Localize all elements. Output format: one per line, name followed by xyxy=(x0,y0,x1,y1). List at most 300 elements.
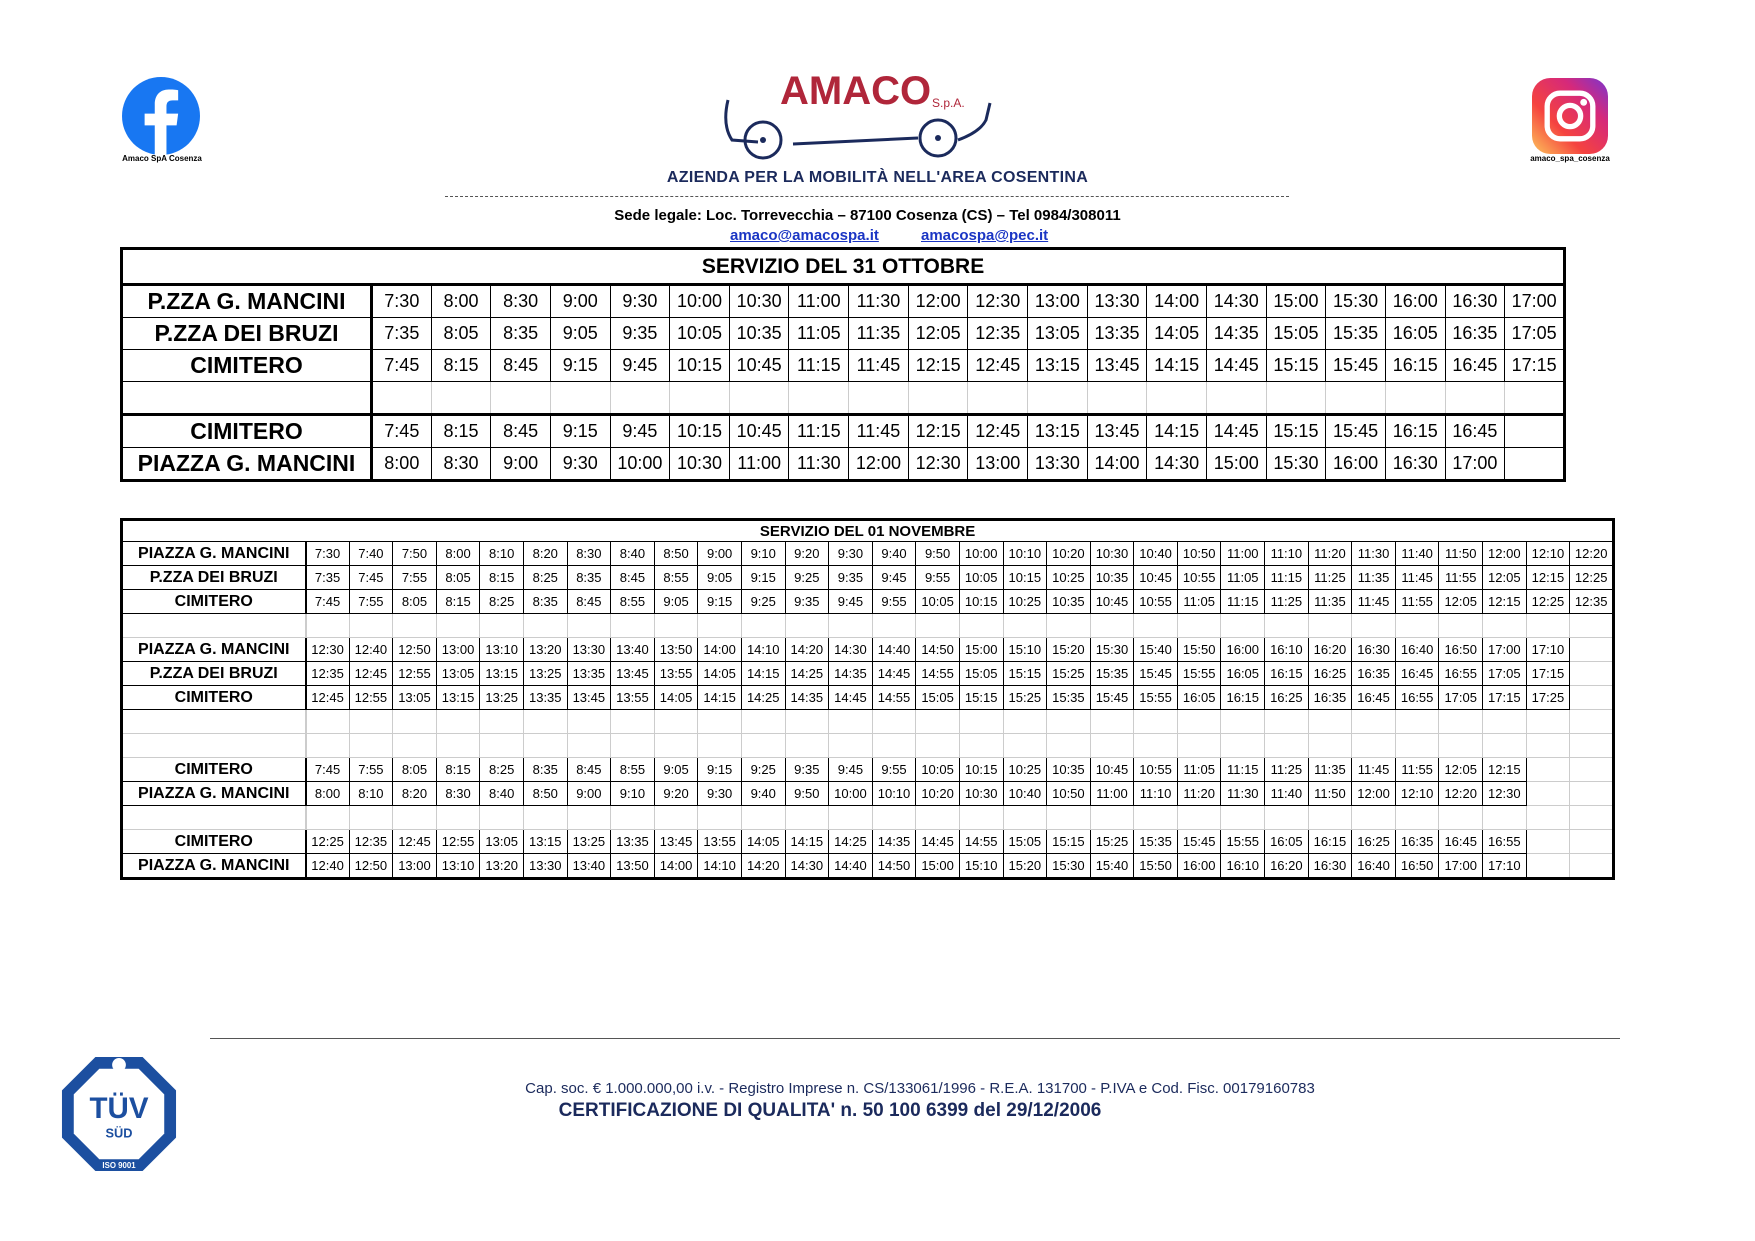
facebook-icon[interactable] xyxy=(122,77,200,155)
departure-time: 10:30 xyxy=(959,782,1003,806)
departure-time: 12:15 xyxy=(1483,758,1527,782)
empty-cell xyxy=(436,806,480,830)
departure-time: 13:55 xyxy=(654,662,698,686)
empty-cell xyxy=(654,710,698,734)
departure-time: 15:35 xyxy=(1047,686,1091,710)
departure-time: 8:55 xyxy=(611,590,655,614)
departure-time: 13:20 xyxy=(523,638,567,662)
instagram-icon[interactable] xyxy=(1532,78,1608,154)
departure-time: 9:20 xyxy=(654,782,698,806)
departure-time: 13:55 xyxy=(698,830,742,854)
departure-time: 17:15 xyxy=(1483,686,1527,710)
stop-name: P.ZZA DEI BRUZI xyxy=(122,566,306,590)
departure-time: 7:45 xyxy=(349,566,393,590)
departure-time: 12:30 xyxy=(1483,782,1527,806)
departure-time: 16:25 xyxy=(1308,662,1352,686)
departure-time: 13:00 xyxy=(393,854,437,879)
departure-time: 14:15 xyxy=(698,686,742,710)
empty-cell xyxy=(1003,806,1047,830)
empty-cell xyxy=(1526,806,1570,830)
departure-time: 11:25 xyxy=(1265,590,1309,614)
departure-time: 15:40 xyxy=(1134,638,1178,662)
departure-time: 15:45 xyxy=(1090,686,1134,710)
departure-time: 16:50 xyxy=(1395,854,1439,879)
departure-time: 12:45 xyxy=(306,686,350,710)
departure-time: 15:25 xyxy=(1047,662,1091,686)
empty-cell xyxy=(872,734,916,758)
departure-time: 16:30 xyxy=(1308,854,1352,879)
departure-time: 8:45 xyxy=(491,415,551,448)
empty-cell xyxy=(1483,806,1527,830)
departure-time: 14:30 xyxy=(829,638,873,662)
company-registration-info: Cap. soc. € 1.000.000,00 i.v. - Registro Imprese n. CS/133061/1996 - R.E.A. 131700 - P.IVA e Cod. Fisc. 00179160783 xyxy=(525,1080,1315,1097)
departure-time: 15:35 xyxy=(1134,830,1178,854)
empty-cell xyxy=(1308,806,1352,830)
departure-time: 11:45 xyxy=(1352,758,1396,782)
empty-cell xyxy=(523,734,567,758)
departure-time: 11:40 xyxy=(1265,782,1309,806)
empty-cell xyxy=(567,806,611,830)
empty-cell xyxy=(741,614,785,638)
timetable-01-november xyxy=(120,518,1615,880)
departure-time: 16:15 xyxy=(1385,350,1445,382)
departure-time: 7:45 xyxy=(306,758,350,782)
empty-cell xyxy=(829,734,873,758)
departure-time: 8:00 xyxy=(372,448,432,481)
departure-time: 10:50 xyxy=(1177,542,1221,566)
departure-time: 14:00 xyxy=(1147,285,1207,318)
departure-time: 11:30 xyxy=(849,285,909,318)
departure-time: 12:25 xyxy=(1526,590,1570,614)
spacer-row xyxy=(122,710,1614,734)
empty-cell xyxy=(1570,806,1614,830)
empty-cell xyxy=(1003,614,1047,638)
departure-time: 8:35 xyxy=(523,590,567,614)
empty-cell xyxy=(1177,614,1221,638)
departure-time: 7:55 xyxy=(349,758,393,782)
stop-name: PIAZZA G. MANCINI xyxy=(122,638,306,662)
departure-time: 17:00 xyxy=(1439,854,1483,879)
departure-time: 11:05 xyxy=(1221,566,1265,590)
empty-cell xyxy=(611,734,655,758)
departure-time: 14:55 xyxy=(916,662,960,686)
departure-time: 9:35 xyxy=(610,318,670,350)
departure-time: 14:25 xyxy=(741,686,785,710)
stop-row xyxy=(122,542,1614,566)
departure-time: 8:35 xyxy=(523,758,567,782)
departure-time: 12:50 xyxy=(349,854,393,879)
registered-office: Sede legale: Loc. Torrevecchia – 87100 Cosenza (CS) – Tel 0984/308011 xyxy=(614,207,1121,224)
stop-row xyxy=(122,415,1565,448)
departure-time: 16:30 xyxy=(1352,638,1396,662)
departure-time: 13:50 xyxy=(654,638,698,662)
departure-time: 14:05 xyxy=(1147,318,1207,350)
departure-time: 12:05 xyxy=(908,318,968,350)
empty-cell xyxy=(1090,710,1134,734)
departure-time: 16:25 xyxy=(1265,686,1309,710)
empty-cell xyxy=(1505,448,1565,481)
empty-cell xyxy=(491,382,551,415)
empty-cell xyxy=(741,710,785,734)
empty-cell xyxy=(1177,710,1221,734)
departure-time: 15:15 xyxy=(1047,830,1091,854)
departure-time: 15:05 xyxy=(959,662,1003,686)
stop-row xyxy=(122,448,1565,481)
empty-cell xyxy=(1134,710,1178,734)
footer-divider xyxy=(210,1038,1620,1039)
departure-time: 11:05 xyxy=(789,318,849,350)
empty-cell xyxy=(872,806,916,830)
departure-time: 14:35 xyxy=(829,662,873,686)
empty-cell xyxy=(1439,734,1483,758)
departure-time: 17:10 xyxy=(1526,638,1570,662)
departure-time: 14:05 xyxy=(698,662,742,686)
departure-time: 13:45 xyxy=(611,662,655,686)
departure-time: 9:10 xyxy=(741,542,785,566)
departure-time: 15:40 xyxy=(1090,854,1134,879)
stop-name: PIAZZA G. MANCINI xyxy=(122,542,306,566)
departure-time: 14:20 xyxy=(785,638,829,662)
departure-time: 15:55 xyxy=(1134,686,1178,710)
stop-row xyxy=(122,590,1614,614)
empty-cell xyxy=(1505,382,1565,415)
departure-time: 9:15 xyxy=(550,415,610,448)
empty-cell xyxy=(480,614,524,638)
departure-time: 14:15 xyxy=(1147,415,1207,448)
empty-cell xyxy=(741,806,785,830)
departure-time: 8:00 xyxy=(431,285,491,318)
departure-time: 10:15 xyxy=(959,590,1003,614)
empty-cell xyxy=(908,382,968,415)
timetable-title: SERVIZIO DEL 01 NOVEMBRE xyxy=(122,520,1614,542)
departure-time: 11:25 xyxy=(1308,566,1352,590)
departure-time: 9:05 xyxy=(654,590,698,614)
departure-time: 12:55 xyxy=(393,662,437,686)
departure-time: 12:05 xyxy=(1439,590,1483,614)
empty-cell xyxy=(611,710,655,734)
departure-time: 8:20 xyxy=(393,782,437,806)
departure-time: 14:45 xyxy=(1206,350,1266,382)
departure-time: 13:05 xyxy=(1028,318,1088,350)
departure-time: 17:15 xyxy=(1526,662,1570,686)
empty-cell xyxy=(349,710,393,734)
departure-time: 10:45 xyxy=(729,350,789,382)
departure-time: 12:05 xyxy=(1483,566,1527,590)
departure-time: 13:00 xyxy=(1028,285,1088,318)
departure-time: 14:30 xyxy=(785,854,829,879)
departure-time: 12:15 xyxy=(1483,590,1527,614)
departure-time: 14:45 xyxy=(829,686,873,710)
departure-time: 16:35 xyxy=(1445,318,1505,350)
spacer-row xyxy=(122,734,1614,758)
empty-cell xyxy=(1003,710,1047,734)
departure-time: 16:45 xyxy=(1352,686,1396,710)
departure-time: 8:25 xyxy=(480,590,524,614)
empty-cell xyxy=(916,614,960,638)
departure-time: 16:05 xyxy=(1385,318,1445,350)
departure-time: 9:30 xyxy=(829,542,873,566)
departure-time: 8:55 xyxy=(654,566,698,590)
departure-time: 10:30 xyxy=(1090,542,1134,566)
departure-time: 9:55 xyxy=(872,758,916,782)
departure-time: 10:35 xyxy=(1090,566,1134,590)
departure-time: 16:00 xyxy=(1326,448,1386,481)
empty-cell xyxy=(1308,614,1352,638)
email-link[interactable]: amaco@amacospa.it xyxy=(730,227,879,244)
empty-cell xyxy=(306,734,350,758)
departure-time: 10:25 xyxy=(1047,566,1091,590)
empty-cell xyxy=(698,614,742,638)
empty-cell xyxy=(393,734,437,758)
departure-time: 11:45 xyxy=(849,415,909,448)
departure-time: 9:20 xyxy=(785,542,829,566)
stop-row xyxy=(122,854,1614,879)
departure-time: 9:15 xyxy=(741,566,785,590)
departure-time: 10:30 xyxy=(670,448,730,481)
empty-cell xyxy=(1526,830,1570,854)
empty-cell xyxy=(1047,734,1091,758)
stop-row xyxy=(122,830,1614,854)
departure-time: 9:50 xyxy=(916,542,960,566)
quality-certification: CERTIFICAZIONE DI QUALITA' n. 50 100 6399 del 29/12/2006 xyxy=(558,1100,1102,1121)
empty-cell xyxy=(1047,806,1091,830)
empty-cell xyxy=(122,710,306,734)
departure-time: 16:35 xyxy=(1352,662,1396,686)
departure-time: 16:10 xyxy=(1221,854,1265,879)
departure-time: 13:45 xyxy=(1087,350,1147,382)
stop-name: CIMITERO xyxy=(122,590,306,614)
departure-time: 11:55 xyxy=(1395,758,1439,782)
departure-time: 10:35 xyxy=(729,318,789,350)
departure-time: 9:30 xyxy=(698,782,742,806)
departure-time: 9:05 xyxy=(550,318,610,350)
departure-time: 13:15 xyxy=(1028,415,1088,448)
departure-time: 13:30 xyxy=(523,854,567,879)
departure-time: 12:55 xyxy=(349,686,393,710)
departure-time: 9:45 xyxy=(829,758,873,782)
departure-time: 10:40 xyxy=(1003,782,1047,806)
departure-time: 8:15 xyxy=(436,758,480,782)
departure-time: 7:45 xyxy=(372,350,432,382)
empty-cell xyxy=(1570,638,1614,662)
departure-time: 9:50 xyxy=(785,782,829,806)
departure-time: 12:00 xyxy=(1352,782,1396,806)
departure-time: 14:35 xyxy=(785,686,829,710)
departure-time: 15:15 xyxy=(1003,662,1047,686)
departure-time: 11:30 xyxy=(1221,782,1265,806)
empty-cell xyxy=(1206,382,1266,415)
pec-email-link[interactable]: amacospa@pec.it xyxy=(921,227,1049,244)
departure-time: 14:00 xyxy=(654,854,698,879)
departure-time: 16:30 xyxy=(1385,448,1445,481)
departure-time: 11:30 xyxy=(1352,542,1396,566)
departure-time: 8:30 xyxy=(567,542,611,566)
departure-time: 8:15 xyxy=(480,566,524,590)
departure-time: 14:15 xyxy=(741,662,785,686)
departure-time: 11:35 xyxy=(1308,590,1352,614)
stop-name: CIMITERO xyxy=(122,415,372,448)
departure-time: 13:05 xyxy=(480,830,524,854)
empty-cell xyxy=(1221,614,1265,638)
departure-time: 9:00 xyxy=(491,448,551,481)
departure-time: 9:00 xyxy=(567,782,611,806)
departure-time: 11:45 xyxy=(1395,566,1439,590)
empty-cell xyxy=(550,382,610,415)
departure-time: 9:30 xyxy=(610,285,670,318)
departure-time: 17:05 xyxy=(1439,686,1483,710)
departure-time: 12:35 xyxy=(349,830,393,854)
departure-time: 16:55 xyxy=(1439,662,1483,686)
stop-row xyxy=(122,662,1614,686)
departure-time: 14:00 xyxy=(698,638,742,662)
empty-cell xyxy=(436,710,480,734)
spacer-row xyxy=(122,806,1614,830)
departure-time: 12:45 xyxy=(968,415,1028,448)
departure-time: 14:55 xyxy=(872,686,916,710)
departure-time: 10:05 xyxy=(916,758,960,782)
departure-time: 9:35 xyxy=(785,758,829,782)
timetable-title: SERVIZIO DEL 31 OTTOBRE xyxy=(122,249,1565,285)
empty-cell xyxy=(1570,614,1614,638)
stop-row xyxy=(122,318,1565,350)
departure-time: 13:05 xyxy=(393,686,437,710)
departure-time: 13:35 xyxy=(523,686,567,710)
stop-row xyxy=(122,758,1614,782)
departure-time: 15:45 xyxy=(1177,830,1221,854)
empty-cell xyxy=(698,710,742,734)
departure-time: 11:50 xyxy=(1308,782,1352,806)
departure-time: 13:15 xyxy=(480,662,524,686)
departure-time: 13:45 xyxy=(654,830,698,854)
empty-cell xyxy=(1003,734,1047,758)
empty-cell xyxy=(654,806,698,830)
stop-row xyxy=(122,782,1614,806)
departure-time: 15:15 xyxy=(1266,415,1326,448)
empty-cell xyxy=(480,734,524,758)
departure-time: 15:30 xyxy=(1047,854,1091,879)
departure-time: 7:55 xyxy=(393,566,437,590)
empty-cell xyxy=(829,806,873,830)
empty-cell xyxy=(349,614,393,638)
departure-time: 16:10 xyxy=(1265,638,1309,662)
departure-time: 12:45 xyxy=(393,830,437,854)
empty-cell xyxy=(611,614,655,638)
departure-time: 16:15 xyxy=(1385,415,1445,448)
departure-time: 13:35 xyxy=(567,662,611,686)
departure-time: 12:45 xyxy=(349,662,393,686)
departure-time: 11:35 xyxy=(849,318,909,350)
empty-cell xyxy=(480,710,524,734)
empty-cell xyxy=(829,614,873,638)
departure-time: 8:05 xyxy=(431,318,491,350)
departure-time: 8:20 xyxy=(523,542,567,566)
departure-time: 10:45 xyxy=(1090,758,1134,782)
departure-time: 10:55 xyxy=(1134,758,1178,782)
empty-cell xyxy=(1265,734,1309,758)
departure-time: 7:30 xyxy=(306,542,350,566)
departure-time: 7:50 xyxy=(393,542,437,566)
empty-cell xyxy=(789,382,849,415)
departure-time: 13:30 xyxy=(567,638,611,662)
departure-time: 11:00 xyxy=(789,285,849,318)
departure-time: 15:35 xyxy=(1326,318,1386,350)
empty-cell xyxy=(1570,830,1614,854)
empty-cell xyxy=(1526,854,1570,879)
departure-time: 13:45 xyxy=(1087,415,1147,448)
empty-cell xyxy=(1266,382,1326,415)
departure-time: 11:10 xyxy=(1265,542,1309,566)
departure-time: 16:50 xyxy=(1439,638,1483,662)
empty-cell xyxy=(1526,758,1570,782)
empty-cell xyxy=(1570,854,1614,879)
departure-time: 14:30 xyxy=(1147,448,1207,481)
empty-cell xyxy=(1221,734,1265,758)
tuv-text: TÜV xyxy=(89,1091,149,1125)
departure-time: 14:45 xyxy=(872,662,916,686)
departure-time: 16:55 xyxy=(1483,830,1527,854)
departure-time: 17:00 xyxy=(1445,448,1505,481)
empty-cell xyxy=(431,382,491,415)
departure-time: 13:50 xyxy=(611,854,655,879)
departure-time: 10:00 xyxy=(829,782,873,806)
empty-cell xyxy=(1090,614,1134,638)
departure-time: 10:35 xyxy=(1047,590,1091,614)
departure-time: 10:50 xyxy=(1047,782,1091,806)
departure-time: 13:35 xyxy=(611,830,655,854)
stop-row xyxy=(122,566,1614,590)
empty-cell xyxy=(829,710,873,734)
departure-time: 7:55 xyxy=(349,590,393,614)
empty-cell xyxy=(1570,710,1614,734)
departure-time: 11:50 xyxy=(1439,542,1483,566)
departure-time: 10:15 xyxy=(959,758,1003,782)
departure-time: 9:15 xyxy=(698,590,742,614)
spacer-row xyxy=(122,614,1614,638)
departure-time: 11:15 xyxy=(1221,590,1265,614)
departure-time: 12:55 xyxy=(436,830,480,854)
company-name: AZIENDA PER LA MOBILITÀ NELL'AREA COSENTINA xyxy=(666,169,1089,186)
departure-time: 14:40 xyxy=(829,854,873,879)
empty-cell xyxy=(567,614,611,638)
empty-cell xyxy=(1047,710,1091,734)
empty-cell xyxy=(1526,710,1570,734)
empty-cell xyxy=(349,734,393,758)
empty-cell xyxy=(654,734,698,758)
departure-time: 14:55 xyxy=(959,830,1003,854)
departure-time: 11:55 xyxy=(1395,590,1439,614)
departure-time: 13:40 xyxy=(611,638,655,662)
empty-cell xyxy=(1352,806,1396,830)
empty-cell xyxy=(1395,710,1439,734)
departure-time: 15:35 xyxy=(1090,662,1134,686)
empty-cell xyxy=(916,806,960,830)
empty-cell xyxy=(1352,734,1396,758)
departure-time: 17:25 xyxy=(1526,686,1570,710)
departure-time: 11:20 xyxy=(1308,542,1352,566)
empty-cell xyxy=(523,710,567,734)
departure-time: 15:10 xyxy=(1003,638,1047,662)
departure-time: 14:05 xyxy=(741,830,785,854)
empty-cell xyxy=(1570,758,1614,782)
empty-cell xyxy=(1483,614,1527,638)
empty-cell xyxy=(1090,806,1134,830)
departure-time: 16:35 xyxy=(1308,686,1352,710)
empty-cell xyxy=(785,734,829,758)
departure-time: 15:55 xyxy=(1177,662,1221,686)
departure-time: 11:20 xyxy=(1177,782,1221,806)
departure-time: 10:05 xyxy=(959,566,1003,590)
departure-time: 10:45 xyxy=(1090,590,1134,614)
